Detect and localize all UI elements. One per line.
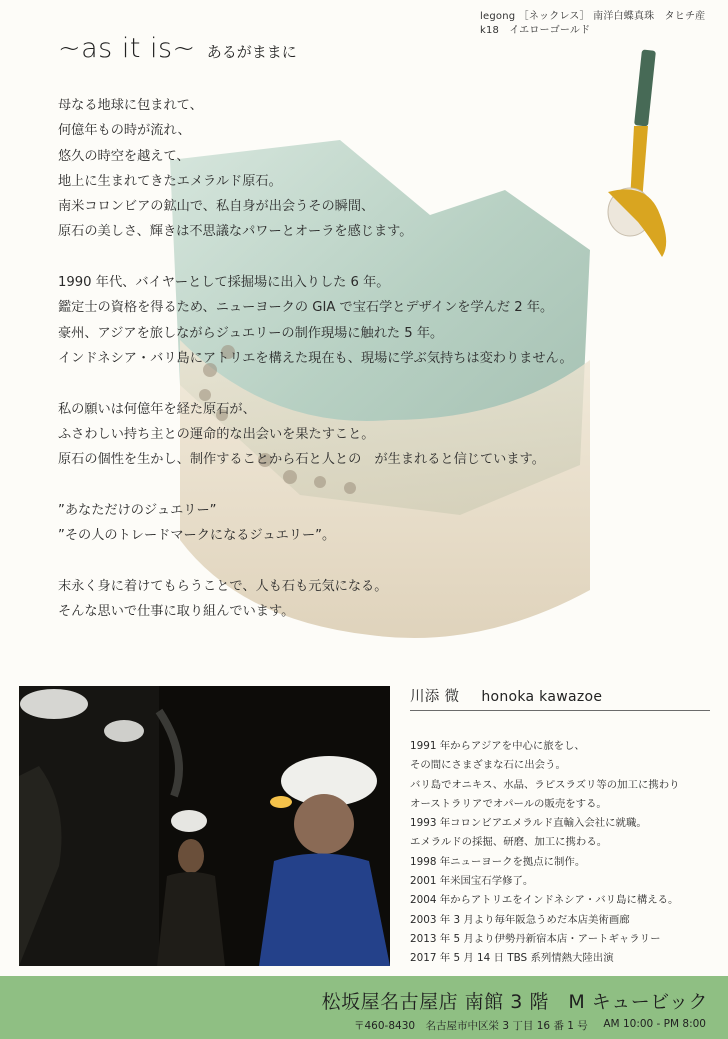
text-line: 鑑定士の資格を得るため、ニューヨークの GIA で宝石学とデザインを学んだ 2 年。 bbox=[58, 300, 554, 316]
mine-photo bbox=[19, 686, 390, 966]
store-footer bbox=[0, 976, 728, 1039]
text-line: ”あなただけのジュエリー” bbox=[58, 502, 217, 518]
paragraph-gap bbox=[58, 472, 658, 497]
text-line: ”その人のトレードマークになるジュエリー”。 bbox=[58, 528, 336, 544]
store-hours: AM 10:00 - PM 8:00 bbox=[603, 1018, 706, 1030]
bio-line: バリ島でオニキス、水晶、ラピスラズリ等の加工に携わり bbox=[410, 778, 680, 791]
bio-line: 2001 年米国宝石学修了。 bbox=[410, 875, 534, 888]
page-title bbox=[58, 33, 297, 64]
main-text bbox=[58, 93, 658, 624]
bio-line: 2013 年 5 月より伊勢丹新宿本店・アートギャラリー bbox=[410, 932, 661, 945]
bio-line: その間にさまざまな石に出会う。 bbox=[410, 759, 566, 772]
paragraph-gap bbox=[58, 548, 658, 573]
text-line: 豪州、アジアを旅しながらジュエリーの制作現場に触れた 5 年。 bbox=[58, 325, 444, 341]
bio-line: エメラルドの採掘、研磨、加工に携わる。 bbox=[410, 836, 608, 849]
bio-line: 1991 年からアジアを中心に旅をし、 bbox=[410, 740, 585, 752]
text-line: 原石の美しさ、輝きは不思議なパワーとオーラを感じます。 bbox=[58, 224, 413, 240]
caption-line-2: k18 イエローゴールド bbox=[480, 25, 591, 36]
text-line: 何億年もの時が流れ、 bbox=[58, 123, 191, 139]
store-address: 〒460-8430 名古屋市中区栄 3 丁目 16 番 1 号 bbox=[354, 1020, 588, 1032]
text-line: 悠久の時空を越えて、 bbox=[58, 148, 190, 164]
text-line: 原石の個性を生かし、制作することから石と人との が生まれると信じています。 bbox=[58, 452, 545, 468]
bio-line: オーストラリアでオパールの販売をする。 bbox=[410, 797, 607, 810]
title-japanese: あるがままに bbox=[206, 43, 297, 61]
store-name: 松坂屋名古屋店 南館 3 階 M キュービック bbox=[321, 991, 708, 1013]
text-line: ふさわしい持ち主との運命的な出会いを果たすこと。 bbox=[58, 426, 375, 442]
paragraph-gap bbox=[58, 371, 658, 396]
artist-name bbox=[410, 685, 710, 711]
text-line: 1990 年代、バイヤーとして採掘場に出入りした 6 年。 bbox=[58, 275, 390, 291]
text-line: 南米コロンビアの鉱山で、私自身が出会うその瞬間、 bbox=[58, 199, 375, 215]
text-line: 地上に生まれてきたエメラルド原石。 bbox=[58, 173, 282, 189]
bio-line: 1998 年ニューヨークを拠点に制作。 bbox=[410, 855, 586, 868]
bio-line: 2003 年 3 月より毎年阪急うめだ本店美術画廊 bbox=[410, 913, 630, 926]
artist-profile bbox=[410, 685, 715, 969]
text-line: そんな思いで仕事に取り組んでいます。 bbox=[58, 603, 295, 619]
product-caption bbox=[480, 10, 705, 38]
title-english: ~as it is~ bbox=[58, 33, 196, 64]
bio-line: 1993 年コロンビアエメラルド直輸入会社に就職。 bbox=[410, 817, 647, 830]
artist-name-japanese: 川添 微 bbox=[410, 689, 460, 705]
text-line: 母なる地球に包まれて、 bbox=[58, 98, 203, 113]
paragraph-gap bbox=[58, 245, 658, 270]
text-line: 末永く身に着けてもらうことで、人も石も元気になる。 bbox=[58, 578, 388, 594]
text-line: インドネシア・バリ島にアトリエを構えた現在も、現場に学ぶ気持ちは変わりません。 bbox=[58, 350, 573, 366]
text-line: 私の願いは何億年を経た原石が、 bbox=[58, 401, 256, 417]
bio-line: 2017 年 5 月 14 日 TBS 系列情熱大陸出演 bbox=[410, 952, 614, 965]
caption-line-1: legong ［ネックレス］ 南洋白蝶真珠 タヒチ産 bbox=[480, 11, 706, 22]
artist-name-romaji: honoka kawazoe bbox=[481, 689, 603, 705]
bio-line: 2004 年からアトリエをインドネシア・バリ島に構える。 bbox=[410, 894, 679, 907]
artist-bio bbox=[410, 737, 715, 969]
